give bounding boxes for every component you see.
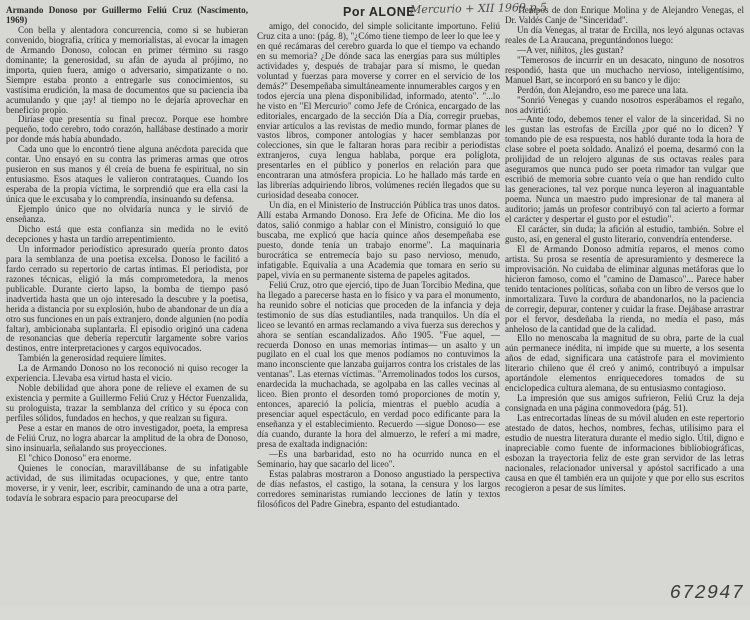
paragraph: "Sonrió Venegas y cuando nosotros esperábamos el regaño, nos advirtió: — [505, 94, 744, 115]
handwritten-note: Mercurio + XII 1969 p.5 — [409, 0, 548, 17]
paragraph: Quienes le conocían, maravillábanse de su infatigable actividad, de sus ilimitadas ocupaciones, y que, entre tanto moverse, ir y venir, leer, escribir, caminando de una a otra parte, todavía le sobrara espacio para preocuparse del — [6, 462, 248, 503]
paragraph: Ello no menoscaba la magnitud de su obra, parte de la cual aún permanece inédita, ni impide que su muerte, a los sesenta años de edad, significara una catástrofe para el movimiento literario chileno que él creó y animó, contribuyó a impulsar aportándole elementos enriquecedores tomados de su enciclopedica cultura alemana, de su entusiasmo contagioso. — [505, 333, 744, 394]
paragraph: Ejemplo único que no olvidaría nunca y le sirvió de enseñanza. — [6, 204, 248, 225]
column-1 — [6, 6, 248, 604]
column-3 — [505, 6, 744, 586]
paragraph: Noble debilidad que ahora pone de relieve el examen de su existencia y permite a Guillermo Feliú Cruz y Héctor Fuenzalida, su prologuista, trazar la semblanza del crítico y su época con perfiles sólidos, fundados en hechos, y que realzan su figura. — [6, 383, 248, 424]
paragraph: El de Armando Donoso admitía reparos, el menos como artista. Su prosa se resentía de apresuramiento y desmerece la improvisación. No cuidaba de eliminar algunas metáforas que lo hicieron famoso, como el "camino de Damasco"... Parece haber tenido tentaciones políticas, soñaba con un libro de versos que lo inmortalizara. Tuvo la cordura de abandonarlos, no la paciencia de corregir, depurar, contener y cuidar la frase. Dejábase arrastrar por el fervor, desdeñaba la rienda, no medía el paso, más anheloso de la cantidad que de la calidad. — [505, 243, 744, 334]
paragraph: Pese a estar en manos de otro investigador, poeta, la empresa de Feliú Cruz, no logra abarcar la amplitud de la obra de Donoso, sino insinuarla, señalando sus proyecciones. — [6, 423, 248, 453]
paragraph: Perdón, don Alejandro, eso me parece una lata. — [517, 84, 689, 95]
paragraph: Tiempos de don Enrique Molina y de Alejandro Venegas, el Dr. Valdés Canje de "Sinceridad". — [505, 6, 744, 25]
article-title: Armando Donoso por Guillermo Feliú Cruz (Nascimento, 1969) — [6, 6, 248, 25]
paragraph: Un informador periodístico apresurado quería pronto datos para la semblanza de una poetisa excelsa. Donoso le facilitó a fardo cerrado su repertorio de cartas íntimas. El periodista, por razones técnicas, eligió la más comprometedora, la menos publicable. Durante cierto lapso, la bomba de tiempo pasó inadvertida hasta que un ojo interesado la descubre y la poetisa, herida a distancia por su explosión, hubo de abandonar de un día a otro sus funciones en un país extranjero, donde algunien (no podía faltar), ambicionaba suplantarla. El episodio originó una cadena de resonancias que debería repercutir largamente sobre varios destinos, entre interpretaciones y cargos equivocados. — [6, 243, 248, 354]
paragraph: Estas palabras mostraron a Donoso angustiado la perspectiva de días nefastos, el castigo, la sotana, la censura y los largos corredores seminaristas rumiando lecciones de latín y textos filosóficos del Padre Ginebra, espanto del estudiantado. — [257, 468, 500, 509]
paragraph: La de Armando Donoso no los reconoció ni quiso recoger la experiencia. Llevaba esa virtud hasta el vicio. — [6, 363, 248, 384]
archive-stamp-number: 672947 — [669, 582, 744, 604]
paragraph: Cada uno que lo encontró tiene alguna anécdota parecida que contar. Uno ensayó en su contra las primeras armas que otros pusieron en sus manos y él creía de buena fe espiritual, no sin entusiasmo. Esos ataques le valieron contrataques. Cuando los esperaba de la propia víctima, le sorprendió que era ella casi la única que le excusaba y lo comprendía, insinuando su defensa. — [6, 144, 248, 205]
paragraph: La impresión que sus amigos sufrieron, Feliú Cruz la deja consignada en una página conmovedora (pág. 51). — [505, 393, 744, 414]
paragraph: También la generosidad requiere límites. — [18, 353, 167, 364]
paragraph: Un día Venegas, al tratar de Ercilla, nos leyó algunas octavas reales de La Araucana, preguntándonos luego: — [505, 24, 744, 45]
paragraph: El "chico Donoso" era enorme. — [18, 452, 132, 463]
paragraph: Feliú Cruz, otro que ejerció, tipo de Juan Torcibio Medina, que ha llegado a parecerse hasta en lo físico y va para el monumento, ha reunido sobre el noticias que proceden de la infancia y deja testimonio de sus días estudiantiles, nada tranquilos. Un día el liceo se levantó en armas reclamando a viva fuerza sus derechos y ahora se sentían escandalizados. Año 1905. "Fue aquel, —recuerda Donoso en unas memorias íntimas— un asalto y un pugilato en el cual los que menos podíamos no contuvimos la mano inconsciente que lanzaba guijarros contra los cristales de las ventanas". Las eternas víctimas. "Arremolinados todos los cursos, enardecida la muchachada, se agolpaba en las calles vecinas al liceo. Bien pronto el desorden tomó proporciones de motín y, entonces, apareció la policía, mientras el pueblo acudía a presenciar aquel espectáculo, en verdad poco edificante para la enseñanza y el establecimiento. Recuerdo —sigue Donoso— ese día cuando, durante la hora del almuerzo, le referí a mi madre, presa de exaltada indignación: — [257, 279, 500, 450]
paragraph: amigo, del conocido, del simple solicitante importuno. Feliú Cruz cita a uno: (pág. 8), "¿Cómo tiene tiempo de leer lo que lee y en qué recámaras del cerebro guarda lo que el tiempo va echando en su memoria? ¿De dónde saca las energías para sus múltiples actividades y, después de trabajar para sí mismo, le quedan voluntad y fuerzas para moverse y correr en el servicio de los demás?" Desempeñaba simultáneamente innumerables cargos y en todos ejercía una plena disponibilidad, informado, atento". "...lo he visto en "El Mercurio" como Jefe de Crónica, encargado de las editoriales, encargado de la sección Día a Día, corregir pruebas, enviar artículos a las revistas de medio mundo, formar planes de vastos libros, componer antologías y hacer semblanzas por colecciones, sin que le faltaran horas para recibir a periodistas extranjeros, cuya lengua hablaba, porque era políglota, presentarles en el público y ponerlos en relación para que encontraran una atmósfera propicia. Lo he hallado más tarde en las librerías adquiriendo libros, volúmenes recién llegados que su curiosidad deseaba conocer. — [257, 22, 500, 201]
paragraph: Diríase que presentía su final precoz. Porque ese hombre pequeño, todo cerebro, todo corazón, hallábase destinado a morir por donde más había abundado. — [6, 114, 248, 145]
column-2 — [257, 22, 500, 620]
paragraph: Con bella y alentadora concurrencia, como si se hubieran convenido, biografía, crítica y memorialistas, al evocar la imagen de Armando Donoso, colocan en primer término su rasgo dominante; la generosidad, su afán de ayuda al prójimo, no importa, quien fuera, amigo o adversario, simpatizante o no. Siempre estaba pronto a entregarle sus conocimientos, su vastísima erudición, la masa de documentos que su paciencia iba acumulando y que ¡ay! al tiempo no le dejaría aprovechar en beneficio propio. — [6, 24, 248, 115]
byline: Por ALONE — [343, 5, 416, 19]
paragraph: Dicho está que esta confianza sin medida no le evitó decepciones y hasta un tardío arrepentimiento. — [6, 223, 248, 244]
paragraph: —A ver, niñitos, ¿les gustan? — [517, 44, 624, 55]
paragraph: —Es una barbaridad, esto no ha ocurrido nunca en el Seminario, hay que sacarlo del liceo". — [257, 448, 500, 469]
paragraph: El carácter, sin duda; la afición al estudio, también. Sobre el gusto, así, en general el gusto literario, convendría entenderse. — [505, 223, 744, 244]
paragraph: "Temerosos de incurrir en un desacato, ninguno de nosotros respondió, hasta que un muchacho nervioso, inteligentísimo, Manuel Bart, se incorporó en su banco y le dijo: — [505, 54, 744, 85]
paragraph: Las entrecortadas líneas de su móvil aluden en este repertorio atestado de datos, hechos, nombres, fechas, utilísimo para el estudio de nuestra literatura durante el medio siglo. Útil, digno e inapreciable como fuente de informaciones bibliobiográficas, esbozan la trayectoria feliz de este gran servidor de las letras nacionales, relacionador universal y apóstol sacrificado a una causa en que él también era un quijote y que por ello sus escritos recogieron a pesar de sus límites. — [505, 413, 744, 493]
paragraph: —Ante todo, debemos tener el valor de la sinceridad. Si no les gustan las estrofas de Ercilla ¿por qué no lo dicen? Y tomando pie de esa respuesta, nos habló durante toda la hora de clase sobre el poeta soldado. Analizó el poema, desarmó con la prolijidad de un relojero algunas de sus octavas reales para aseguramos que nunca pudo ser poeta rimador tan vulgar que escribió de memoria sobre cuanto veía o que han rendido culto las generaciones, tal vez porque nunca leyeron al inaguantable poema. Nunca un maestro pudo impresionar de tal manera al auditorio; jamás un profesor contribuyó con tal acierto a formar el carácter y despertar el gusto por el estudio". — [505, 114, 744, 225]
paragraph: Un día, en el Ministerio de Instrucción Pública tras unos datos. Allí estaba Armando Donoso. Era Jefe de Oficina. Me dio los datos, salió conmigo a hablar con el Ministro, consiguió lo que buscaba, me explicó que hacía quince años desempeñaba ese puesto, donde tenía un trabajo enorme". La maquinaria burocrática se entremecía bajo su paso nervioso, menudo, infatigable. Equivalía a una Academia que tomara en serio su papel, vivía en su permanente sistema de papeles agitados. — [257, 200, 500, 280]
